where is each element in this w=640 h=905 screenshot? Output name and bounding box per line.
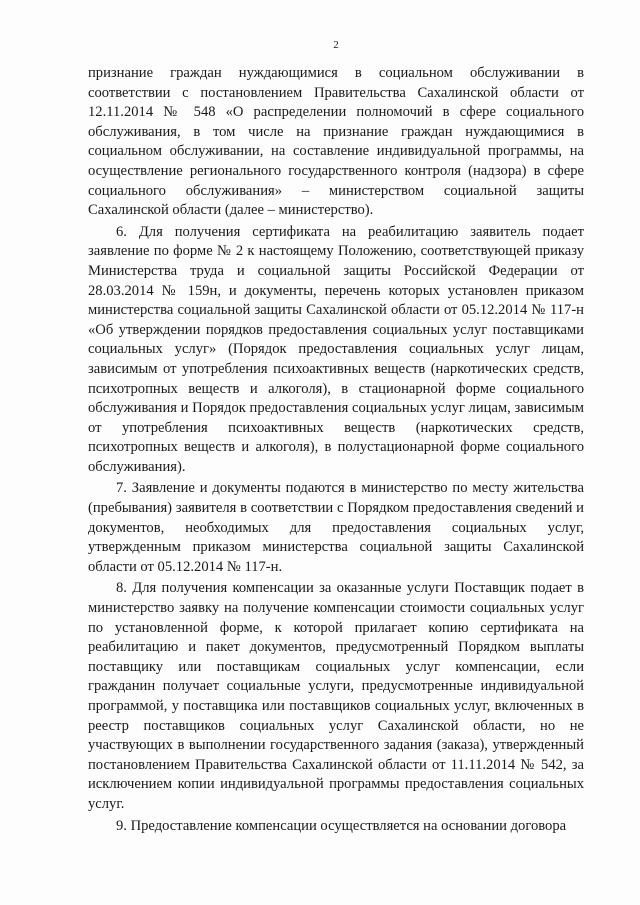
paragraph-9: 9. Предоставление компенсации осуществляется на основании договора <box>116 817 567 834</box>
paragraph-continuation: признание граждан нуждающимися в социальном обслуживании в соответствии с постановлением Правительства Сахалинской области от 12.11.2014 № 548 «О распределении полномочий в сфере социального обслуживания, в том числе на признание граждан нуждающимися в социальном обслуживании, на составление индивидуальной программы, на осуществление регионального государственного контроля (надзора) в сфере социального обслуживания» – министерством социальной защиты Сахалинской области (далее – министерство). <box>88 65 584 219</box>
paragraph-6: 6. Для получения сертификата на реабилитацию заявитель подает заявление по форме № 2 к настоящему Положению, соответствующей приказу Министерства труда и социальной защиты Российской Федерации от 28.03.2014 № 159н, и документы, перечень которых установлен приказом министерства социальной защиты Сахалинской области от 05.12.2014 № 117-н «Об утверждении порядков предоставления социальных услуг поставщиками социальных услуг» (Порядок предоставления социальных услуг лицам, зависимым от употребления психоактивных веществ (наркотических средств, психотропных веществ и алкоголя), в стационарной форме социального обслуживания и Порядок предоставления социальных услуг лицам, зависимым от употребления психоактивных веществ (наркотических средств, психотропных веществ и алкоголя), в полустационарной форме социального обслуживания). <box>88 223 584 475</box>
paragraph-7: 7. Заявление и документы подаются в министерство по месту жительства (пребывания) заявителя в соответствии с Порядком предоставления сведений и документов, необходимых для предоставления социальных услуг, утвержденным приказом министерства социальной защиты Сахалинской области от 05.12.2014 № 117-н. <box>88 480 584 575</box>
page-number: 2 <box>333 39 339 51</box>
document-body <box>88 64 584 838</box>
paragraph-8: 8. Для получения компенсации за оказанные услуги Поставщик подает в министерство заявку на получение компенсации стоимости социальных услуг по установленной форме, к которой прилагает копию сертификата на реабилитацию и пакет документов, предусмотренный Порядком выплаты поставщику или поставщикам социальных услуг компенсации, если гражданин получает социальные услуги, предусмотренные индивидуальной программой, у поставщика или поставщиков социальных услуг, включенных в реестр поставщиков социальных услуг Сахалинской области, но не участвующих в выполнении государственного задания (заказа), утвержденный постановлением Правительства Сахалинской области от 11.11.2014 № 542, за исключением копии индивидуальной программы предоставления социальных услуг. <box>88 580 584 812</box>
